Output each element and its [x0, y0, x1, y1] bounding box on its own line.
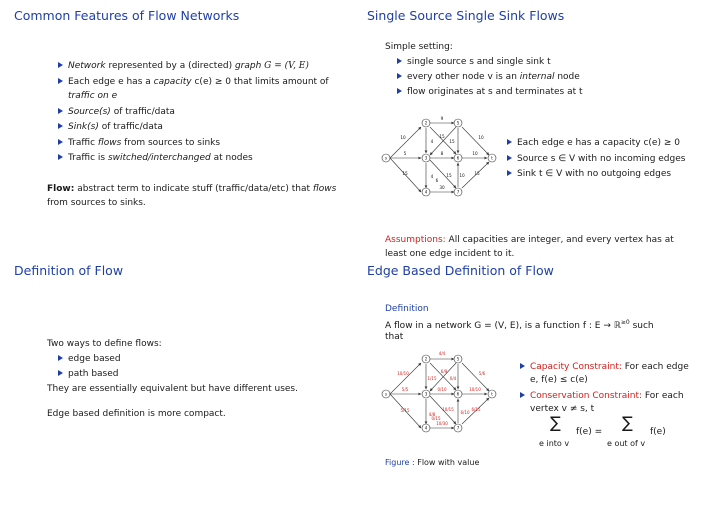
node-label: t	[491, 391, 493, 397]
node-label: 5	[456, 356, 460, 362]
node-label: 2	[424, 120, 428, 126]
flow-label: 4/4	[438, 351, 446, 356]
assumptions-cont: least one edge incident to it.	[385, 249, 515, 259]
sum-symbol: ∑	[622, 413, 633, 432]
capacity-label: 10	[472, 151, 478, 156]
flow-definition-cont: from sources to sinks.	[47, 198, 146, 208]
node-label: 6	[456, 155, 460, 161]
slide-title: Common Features of Flow Networks	[14, 8, 240, 23]
node-label: 4	[424, 189, 428, 195]
flow-label: 5/15	[400, 408, 410, 413]
node-label: 6	[456, 391, 460, 397]
flow-label: 10/10	[397, 371, 409, 376]
definition-label: Definition	[385, 304, 429, 314]
node-label: 3	[424, 155, 428, 161]
node-label: 7	[456, 425, 460, 431]
capacity-label: 9	[440, 116, 444, 121]
capacity-label: 10	[459, 173, 465, 178]
bullet-conservation-constraint: Conservation Constraint: For each	[530, 391, 684, 401]
bullet-source-def: Source s ∈ V with no incoming edges	[517, 154, 686, 164]
node-label: t	[491, 155, 493, 161]
capacity-label: 30	[439, 185, 445, 190]
slide-title: Definition of Flow	[14, 263, 124, 278]
flow-label: 6/9	[440, 369, 448, 374]
definition-text: A flow in a network G = (V, E), is a function f : E → ℝ$^{\ge 0}$ such	[385, 319, 654, 331]
flow-label: 10/10	[469, 387, 481, 392]
bullet-capacity: Each edge e has a capacity c(e) ≥ 0 that limits amount of	[68, 77, 329, 87]
bullet-edge-capacity: Each edge e has a capacity c(e) ≥ 0	[517, 138, 680, 148]
node-label: 3	[424, 391, 428, 397]
bullet-capacity-constraint: Capacity Constraint: For each edge	[530, 362, 689, 372]
capacity-label: 4	[430, 174, 434, 179]
flow-label: 0/10	[437, 387, 447, 392]
capacity-label: 15	[446, 173, 452, 178]
figure-caption: Figure : Flow with value	[385, 458, 480, 467]
flow-label: 0/15	[431, 416, 441, 421]
node-label: s	[384, 155, 388, 161]
sum-lhs-subscript: e into v	[539, 439, 570, 448]
flow-definition: Flow: abstract term to indicate stuff (traffic/data/etc) that flows	[47, 184, 337, 194]
bullet-path-based: path based	[68, 369, 119, 379]
capacity-constraint-cont: e, f(e) ≤ c(e)	[530, 375, 588, 385]
conservation-constraint-cont: vertex v ≠ s, t	[530, 404, 595, 414]
sum-lhs: f(e) =	[576, 427, 603, 437]
bullet-capacity-cont: traffic on e	[68, 91, 118, 101]
flow-label: 6/15	[471, 407, 481, 412]
sum-rhs: f(e)	[650, 427, 666, 437]
flow-label: 5/6	[478, 371, 486, 376]
flow-label: 5/5	[401, 387, 409, 392]
intro-text: Simple setting:	[385, 42, 453, 52]
flow-label: 1/15	[427, 376, 437, 381]
capacity-label: 15	[449, 139, 455, 144]
intro-text: Two ways to define flows:	[47, 339, 162, 349]
capacity-label: 10	[400, 135, 406, 140]
bullet-sink-def: Sink t ∈ V with no outgoing edges	[517, 169, 672, 179]
capacity-label: 15	[474, 171, 480, 176]
capacity-label: 15	[402, 171, 408, 176]
flow-label: 4/8	[428, 412, 436, 417]
compact-text: Edge based definition is more compact.	[47, 409, 226, 419]
bullet-sinks: Sink(s) of traffic/data	[68, 122, 163, 132]
flow-label: 6/10	[460, 410, 470, 415]
bullet-network: Network represented by a (directed) graph G = (V, E)	[68, 61, 309, 71]
bullet-edge-based: edge based	[68, 354, 121, 364]
node-label: 7	[456, 189, 460, 195]
sum-rhs-subscript: e out of v	[607, 439, 646, 448]
capacity-label: 5	[403, 151, 407, 156]
flow-value-graph	[372, 348, 504, 440]
capacity-label: 8	[440, 151, 444, 156]
capacity-label: 4	[430, 139, 434, 144]
flow-label: 10/30	[436, 421, 448, 426]
capacity-label: 10	[478, 135, 484, 140]
definition-text-cont: that	[385, 332, 404, 342]
bullet-sources: Source(s) of traffic/data	[68, 107, 175, 117]
flow-network-graph	[372, 112, 504, 204]
bullet-traffic-flows: Traffic flows from sources to sinks	[68, 138, 221, 148]
node-label: 2	[424, 356, 428, 362]
capacity-label: 15	[439, 134, 445, 139]
flow-label: 10/15	[442, 407, 454, 412]
slide-title: Single Source Single Sink Flows	[367, 8, 565, 23]
bullet-flow-origin: flow originates at s and terminates at t	[407, 87, 583, 97]
bullet-switched: Traffic is switched/interchanged at nodes	[68, 153, 253, 163]
node-label: s	[384, 391, 388, 397]
sum-symbol: ∑	[550, 413, 561, 432]
equivalence-text: They are essentially equivalent but have different uses.	[47, 384, 298, 394]
node-label: 4	[424, 425, 428, 431]
node-label: 5	[456, 120, 460, 126]
bullet-single-source: single source s and single sink t	[407, 57, 551, 67]
bullet-internal-node: every other node v is an internal node	[407, 72, 580, 82]
assumptions: Assumptions: All capacities are integer, and every vertex has at	[385, 235, 674, 245]
flow-label: 0/4	[449, 376, 457, 381]
capacity-label: 6	[435, 178, 439, 183]
slide-title: Edge Based Definition of Flow	[367, 263, 554, 278]
